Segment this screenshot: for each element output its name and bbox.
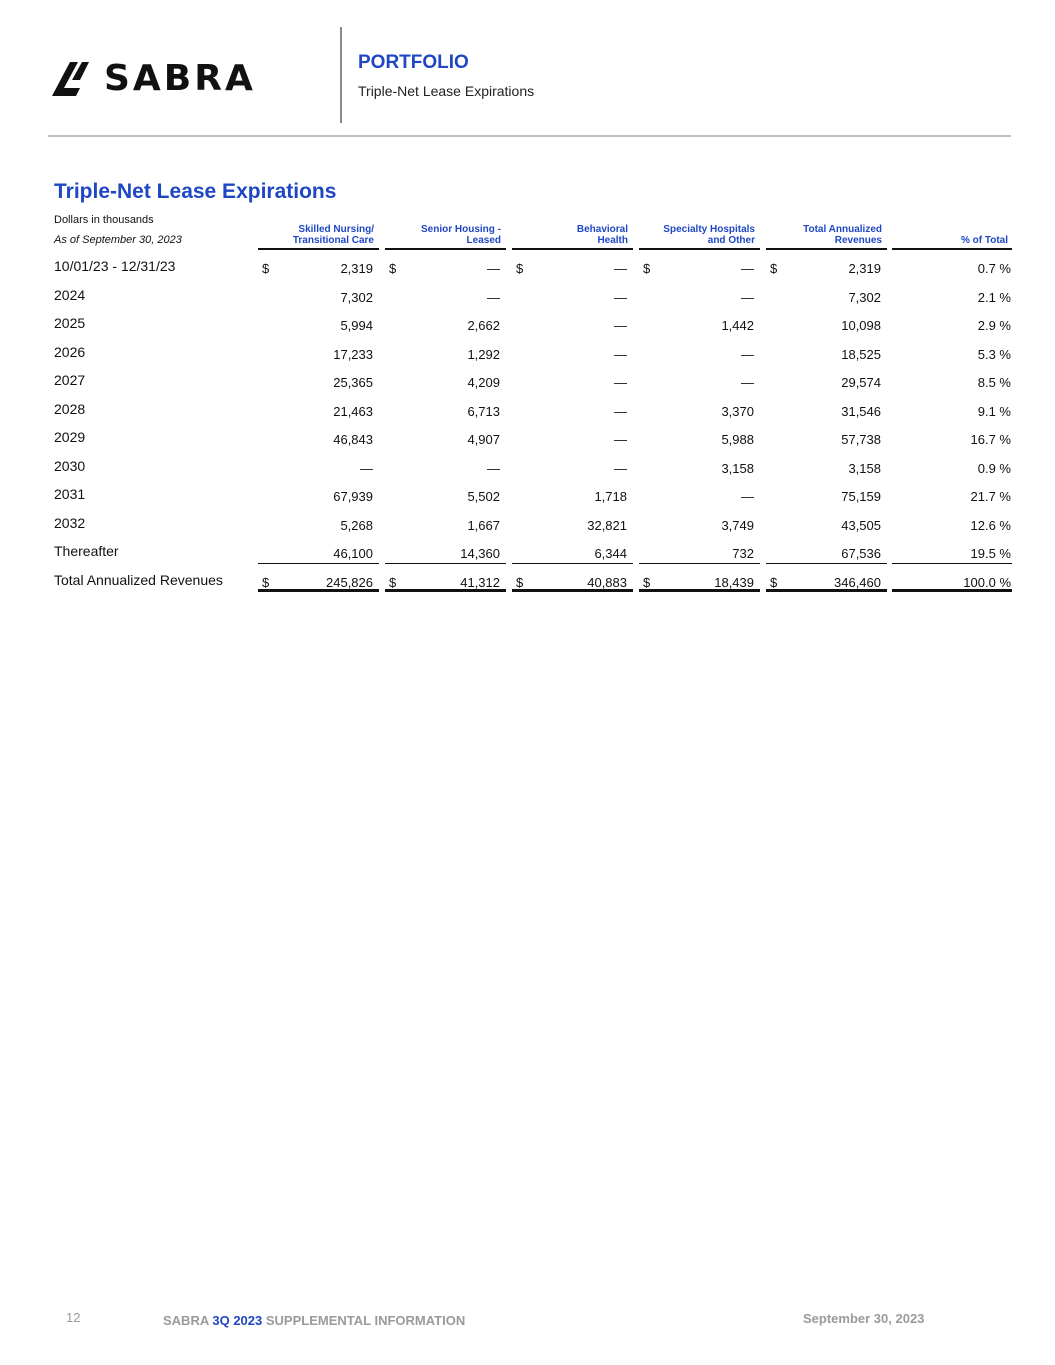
total-double-rule (512, 589, 633, 592)
cell-value: 5,268 (340, 517, 373, 533)
row-label: Thereafter (54, 543, 119, 559)
cell-value: — (741, 261, 754, 276)
subtotal-rule (385, 563, 506, 564)
cell-value: 3,370 (721, 403, 754, 419)
column-header-line: Specialty Hospitals (663, 224, 755, 235)
currency-symbol: $ (516, 261, 524, 276)
total-double-rule (385, 589, 506, 592)
page-number: 12 (66, 1310, 81, 1325)
cell-value: — (741, 289, 754, 305)
row-label: 2027 (54, 372, 86, 388)
cell-percent: 5.3 % (977, 346, 1011, 362)
cell-value: 1,442 (721, 318, 754, 333)
footer-doc-name: SUPPLEMENTAL INFORMATION (265, 1313, 466, 1328)
row-label: 2028 (54, 400, 86, 417)
cell-value: 67,939 (333, 489, 373, 504)
cell-value: — (614, 318, 627, 333)
currency-symbol: $ (389, 261, 397, 276)
cell-percent: 8.5 % (977, 375, 1011, 390)
column-header-line: Skilled Nursing/ (298, 224, 374, 235)
subtotal-rule (639, 563, 760, 564)
cell-value: 1,718 (594, 489, 627, 504)
units-note: Dollars in thousands (54, 214, 154, 226)
cell-value: 245,826 (326, 574, 373, 590)
column-header-skilled-nursing (258, 224, 374, 246)
subtotal-rule (512, 563, 633, 564)
cell-percent: 0.9 % (977, 460, 1011, 476)
column-header-line (892, 224, 1008, 235)
cell-value: 6,344 (594, 546, 627, 561)
subtotal-rule (892, 563, 1012, 564)
cell-value: — (360, 460, 373, 476)
column-header-line: and Other (707, 235, 755, 246)
cell-value: — (614, 403, 627, 419)
cell-value: — (614, 289, 627, 305)
footer-document-name (163, 1313, 465, 1328)
cell-value: 2,319 (848, 261, 881, 276)
header-divider (340, 27, 342, 123)
currency-symbol: $ (770, 261, 778, 276)
cell-value: 3,749 (721, 517, 754, 533)
total-double-rule (639, 589, 760, 592)
cell-value: 6,713 (467, 403, 500, 419)
total-double-rule (258, 589, 379, 592)
table-row (0, 429, 1055, 457)
cell-value: 732 (732, 546, 754, 561)
cell-percent: 19.5 % (970, 546, 1011, 561)
table-title: Triple-Net Lease Expirations (54, 180, 337, 203)
cell-value: 17,233 (333, 346, 373, 362)
cell-value: 7,302 (848, 289, 881, 305)
table-row (0, 515, 1055, 543)
cell-percent: 16.7 % (970, 432, 1011, 447)
column-header-line: % of Total (960, 235, 1008, 246)
footer-company: SABRA (163, 1313, 209, 1328)
cell-percent: 0.7 % (977, 261, 1011, 276)
cell-percent: 9.1 % (977, 403, 1011, 419)
sabra-logo (52, 52, 297, 100)
column-header-rule (512, 248, 633, 250)
table-row (0, 401, 1055, 429)
cell-value: 46,843 (333, 432, 373, 447)
cell-value: 43,505 (841, 517, 881, 533)
cell-value: 40,883 (587, 574, 627, 590)
row-label: 2031 (54, 486, 86, 502)
row-label: 2029 (54, 429, 86, 445)
cell-value: 18,439 (714, 574, 754, 590)
column-header-line: Transitional Care (292, 235, 374, 246)
subtotal-rule (766, 563, 887, 564)
column-header-percent-total (892, 224, 1008, 246)
table-row (0, 315, 1055, 343)
column-header-line: Revenues (834, 235, 882, 246)
subtotal-rule (258, 563, 379, 564)
cell-value: 29,574 (841, 375, 881, 390)
column-header-rule (639, 248, 760, 250)
column-header-line: Total Annualized (803, 224, 882, 235)
footer-period: 3Q 2023 (212, 1313, 263, 1328)
column-header-line: Leased (466, 235, 501, 246)
cell-percent: 2.1 % (977, 289, 1011, 305)
cell-value: 41,312 (460, 574, 500, 590)
cell-percent: 12.6 % (970, 517, 1011, 533)
cell-value: 1,667 (467, 517, 500, 533)
row-label: 2026 (54, 343, 86, 360)
total-double-rule (892, 589, 1012, 592)
column-header-line: Health (597, 235, 628, 246)
column-header-rule (258, 248, 379, 250)
row-label: 2032 (54, 514, 86, 531)
cell-value: 57,738 (841, 432, 881, 447)
table-row (0, 344, 1055, 372)
column-header-senior-housing (385, 224, 501, 246)
cell-value: 7,302 (340, 289, 373, 305)
row-label: 10/01/23 - 12/31/23 (54, 258, 176, 274)
cell-value: — (741, 489, 754, 504)
footer-date: September 30, 2023 (803, 1311, 925, 1326)
cell-value: 67,536 (841, 546, 881, 561)
cell-value: 346,460 (834, 574, 881, 590)
cell-value: 18,525 (841, 346, 881, 362)
cell-value: 31,546 (841, 403, 881, 419)
currency-symbol: $ (516, 574, 524, 590)
currency-symbol: $ (643, 261, 651, 276)
table-row (0, 458, 1055, 486)
total-double-rule (766, 589, 887, 592)
cell-value: 5,988 (721, 432, 754, 447)
table-row (0, 258, 1055, 286)
currency-symbol: $ (262, 574, 270, 590)
section-subtitle: Triple-Net Lease Expirations (358, 83, 535, 99)
cell-value: 25,365 (333, 375, 373, 390)
cell-value: 46,100 (333, 546, 373, 561)
table-row (0, 486, 1055, 514)
cell-value: — (614, 460, 627, 476)
cell-value: 2,319 (340, 261, 373, 276)
cell-percent: 2.9 % (977, 318, 1011, 333)
table-row (0, 287, 1055, 315)
cell-value: 3,158 (721, 460, 754, 476)
currency-symbol: $ (643, 574, 651, 590)
cell-value: — (614, 346, 627, 362)
section-label: PORTFOLIO (358, 52, 469, 73)
cell-percent: 21.7 % (970, 489, 1011, 504)
date-note: As of September 30, 2023 (54, 234, 182, 246)
cell-value: 3,158 (848, 460, 881, 476)
cell-value: — (614, 261, 627, 276)
cell-value: 2,662 (467, 318, 500, 333)
row-label: 2024 (54, 286, 86, 303)
header-rule (48, 135, 1011, 137)
column-header-rule (766, 248, 887, 250)
row-label: 2025 (54, 315, 86, 331)
cell-value: — (487, 460, 500, 476)
column-header-total-revenues (766, 224, 882, 246)
currency-symbol: $ (389, 574, 397, 590)
cell-value: 5,502 (467, 489, 500, 504)
cell-value: 1,292 (467, 346, 500, 362)
column-header-rule (892, 248, 1012, 250)
row-label: Total Annualized Revenues (54, 571, 223, 588)
cell-value: 21,463 (333, 403, 373, 419)
column-header-specialty-hospitals (639, 224, 755, 246)
cell-percent: 100.0 % (963, 574, 1011, 590)
cell-value: — (487, 289, 500, 305)
table-row (0, 543, 1055, 571)
cell-value: 10,098 (841, 318, 881, 333)
cell-value: 75,159 (841, 489, 881, 504)
currency-symbol: $ (262, 261, 270, 276)
cell-value: 32,821 (587, 517, 627, 533)
cell-value: — (614, 432, 627, 447)
column-header-line: Senior Housing - (421, 224, 501, 235)
cell-value: — (741, 375, 754, 390)
total-row (0, 572, 1055, 600)
cell-value: 5,994 (340, 318, 373, 333)
column-header-behavioral-health (512, 224, 628, 246)
cell-value: — (487, 261, 500, 276)
cell-value: 14,360 (460, 546, 500, 561)
cell-value: — (741, 346, 754, 362)
row-label: 2030 (54, 457, 86, 474)
svg-text:SABRA: SABRA (104, 58, 256, 99)
column-header-rule (385, 248, 506, 250)
cell-value: 4,907 (467, 432, 500, 447)
cell-value: — (614, 375, 627, 390)
currency-symbol: $ (770, 574, 778, 590)
cell-value: 4,209 (467, 375, 500, 390)
column-header-line: Behavioral (576, 224, 628, 235)
table-row (0, 372, 1055, 400)
